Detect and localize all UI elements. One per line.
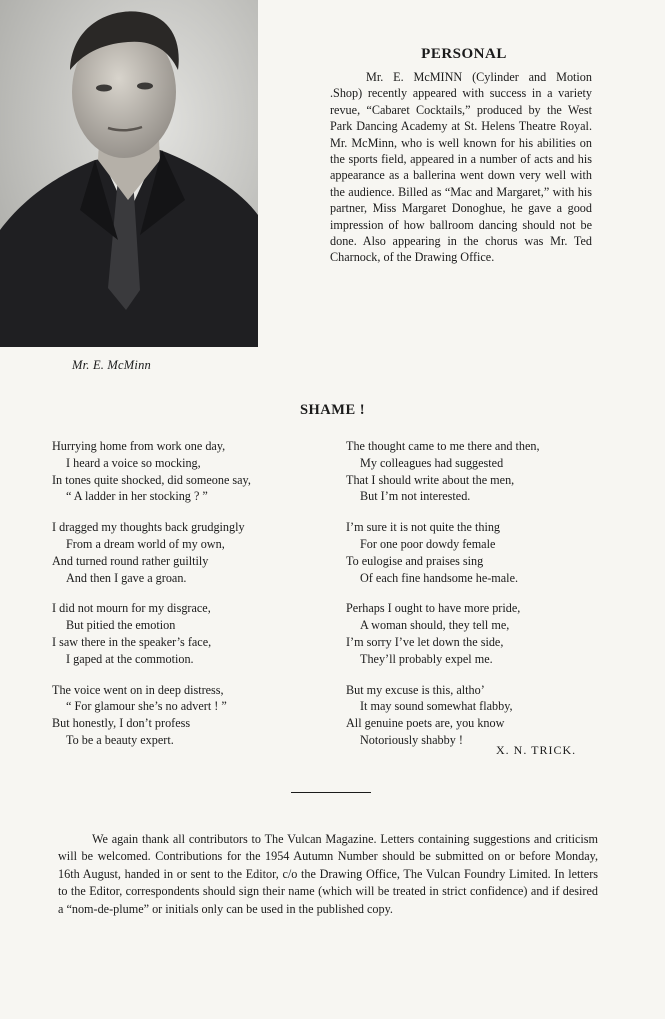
poem-line: And turned round rather guiltily [52, 553, 209, 568]
poem-stanza [346, 438, 606, 505]
poem-line: I saw there in the speaker’s face, [52, 634, 212, 649]
poem-line: “ For glamour she’s no advert ! ” [66, 699, 227, 714]
personal-title: PERSONAL [421, 46, 507, 62]
poem-title: SHAME ! [299, 402, 366, 418]
poem-line: That I should write about the men, [346, 472, 515, 487]
poem-line: I did not mourn for my disgrace, [52, 601, 211, 616]
poem-column-left [52, 438, 322, 763]
poem-line: Notoriously shabby ! [360, 732, 463, 747]
poem-line: All genuine poets are, you know [346, 716, 505, 731]
poem-author: X. N. TRICK. [496, 743, 577, 757]
poem-line: I’m sorry I’ve let down the side, [346, 634, 504, 649]
poem-stanza [52, 600, 322, 667]
poem-line: They’ll probably expel me. [360, 651, 493, 666]
section-divider [291, 792, 371, 793]
poem-line: But I’m not interested. [360, 489, 471, 504]
poem-line: I dragged my thoughts back grudgingly [52, 520, 245, 535]
poem-line: For one poor dowdy female [360, 536, 496, 551]
poem-line: Hurrying home from work one day, [52, 439, 226, 453]
poem-line: But honestly, I don’t profess [52, 716, 191, 731]
poem-stanza [346, 519, 606, 586]
poem-line: My colleagues had suggested [360, 455, 504, 470]
poem-line: To be a beauty expert. [66, 732, 174, 747]
editorial-notice: We again thank all contributors to The Vulcan Magazine. Letters containing suggestions and criticism will be welcomed. Contributions for the 1954 Autumn Number should be submitted on or before Monday, 16th August, handed in or sent to the Editor, c/o the Drawing Office, The Vulcan Foundry Limited. In letters to the Editor, correspondents should sign their name (which will be treated in strict confidence) and if desired a “nom-de-plume” or initials only can be used in the published copy. [58, 832, 598, 916]
portrait-photo [0, 0, 258, 347]
poem-line: It may sound somewhat flabby, [360, 699, 513, 714]
poem-line: But my excuse is this, altho’ [346, 682, 485, 697]
poem-stanza [346, 600, 606, 667]
poem-line: But pitied the emotion [66, 618, 176, 633]
poem-line: And then I gave a groan. [66, 570, 187, 585]
photo-caption: Mr. E. McMinn [72, 358, 151, 372]
poem-line: From a dream world of my own, [66, 536, 225, 551]
portrait-icon [0, 0, 258, 347]
poem-line: Perhaps I ought to have more pride, [346, 601, 521, 616]
poem-stanza [52, 519, 322, 586]
personal-body: Mr. E. McMINN (Cylinder and Motion .Shop) recently appeared with success in a variety revue, “Cabaret Cocktails,” produced by the West Park Dancing Academy at St. Helens Theatre Royal. Mr. McMinn, who is well known for his abilities on the sports field, appeared in a number of acts and his appearance as a ballerina went down very well with the audience. Billed as “Mac and Margaret,” with his partner, Miss Margaret Donoghue, he gave a good impression of how ballroom dancing should not be done. Also appearing in the chorus was Mr. Ted Charnock, of the Drawing Office. [330, 70, 592, 265]
poem-line: To eulogise and praises sing [346, 553, 484, 568]
personal-section [330, 46, 592, 266]
poem-line: I gaped at the commotion. [66, 651, 194, 666]
poem-line: I heard a voice so mocking, [66, 455, 201, 470]
poem-line: I’m sure it is not quite the thing [346, 520, 501, 535]
poem-line: Of each fine handsome he-male. [360, 570, 519, 585]
poem-line: The thought came to me there and then, [346, 439, 540, 453]
poem-stanza [52, 438, 322, 505]
poem-stanza [346, 682, 606, 749]
poem-line: “ A ladder in her stocking ? ” [66, 489, 208, 504]
poem-line: A woman should, they tell me, [360, 618, 510, 633]
poem-stanza [52, 682, 322, 749]
poem-line: The voice went on in deep distress, [52, 682, 224, 697]
poem-column-right [346, 438, 606, 763]
poem-line: In tones quite shocked, did someone say, [52, 472, 251, 487]
